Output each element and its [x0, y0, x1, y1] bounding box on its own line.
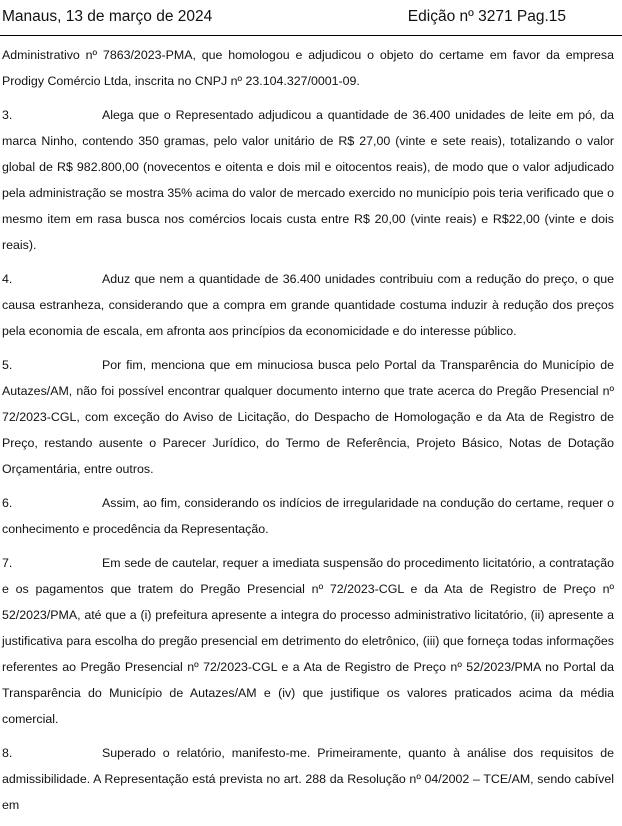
header-date: Manaus, 13 de março de 2024: [2, 8, 213, 25]
paragraph-number: 4.: [2, 272, 13, 286]
paragraph-5: [2, 352, 614, 482]
paragraph-text: Superado o relatório, manifesto-me. Primeiramente, quanto à análise dos requisitos de admissibilidade. A Representação está prevista no art. 288 da Resolução nº 04/2002 – TCE/AM, sendo cabível em: [2, 746, 614, 812]
header-edition: Edição nº 3271 Pag.15: [407, 8, 566, 25]
paragraph-number: 7.: [2, 556, 13, 570]
paragraph-text: Alega que o Representado adjudicou a quantidade de 36.400 unidades de leite em pó, da marca Ninho, contendo 350 gramas, pelo valor unitário de R$ 27,00 (vinte e sete reais), totalizando o valor global de R$ 982.800,00 (novecentos e oitenta e dois mil e oitocentos reais), de modo que o valor adjudicado pela administração se mostra 35% acima do valor de mercado exercido no município pois teria verificado que o mesmo item em rasa busca nos comércios locais custa entre R$ 20,00 (vinte reais) e R$22,00 (vinte e dois reais).: [2, 108, 614, 252]
paragraph-3: [2, 102, 614, 258]
paragraph-4: [2, 266, 614, 344]
paragraph-6: [2, 490, 614, 542]
paragraph-continuation: [2, 42, 614, 94]
paragraph-7: [2, 550, 614, 732]
paragraph-number: 5.: [2, 358, 13, 372]
paragraph-text: Por fim, menciona que em minuciosa busca pelo Portal da Transparência do Município de Autazes/AM, não foi possível encontrar qualquer documento interno que trate acerca do Pregão Presencial nº 72/2023-CGL, com exceção do Aviso de Licitação, do Despacho de Homologação e da Ata de Registro de Preço, restando ausente o Parecer Jurídico, do Termo de Referência, Projeto Básico, Notas de Dotação Orçamentária, entre outros.: [2, 358, 614, 476]
page-header: [0, 0, 622, 36]
paragraph-text: Em sede de cautelar, requer a imediata suspensão do procedimento licitatório, a contratação e os pagamentos que tratem do Pregão Presencial nº 72/2023-CGL e da Ata de Registro de Preço nº 52/2023/PMA, até que a (i) prefeitura apresente a integra do processo administrativo licitatório, (ii) apresente a justificativa para escolha do pregão presencial em detrimento do eletrônico, (iii) que forneça todas informações referentes ao Pregão Presencial nº 72/2023-CGL e a Ata de Registro de Preço nº 52/2023/PMA no Portal da Transparência do Município de Autazes/AM e (iv) que justifique os valores praticados acima da média comercial.: [2, 556, 614, 726]
paragraph-number: 6.: [2, 496, 13, 510]
paragraph-text: Administrativo nº 7863/2023-PMA, que homologou e adjudicou o objeto do certame em favor da empresa Prodigy Comércio Ltda, inscrita no CNPJ nº 23.104.327/0001-09.: [2, 48, 614, 88]
paragraph-text: Assim, ao fim, considerando os indícios de irregularidade na condução do certame, requer o conhecimento e procedência da Representação.: [2, 496, 614, 536]
paragraph-text: Aduz que nem a quantidade de 36.400 unidades contribuiu com a redução do preço, o que causa estranheza, considerando que a compra em grande quantidade costuma induzir à redução dos preços pela economia de escala, em afronta aos princípios da economicidade e do interesse público.: [2, 272, 614, 338]
paragraph-8: [2, 740, 614, 818]
document-body: [2, 42, 614, 826]
paragraph-number: 3.: [2, 108, 13, 122]
paragraph-number: 8.: [2, 746, 13, 760]
